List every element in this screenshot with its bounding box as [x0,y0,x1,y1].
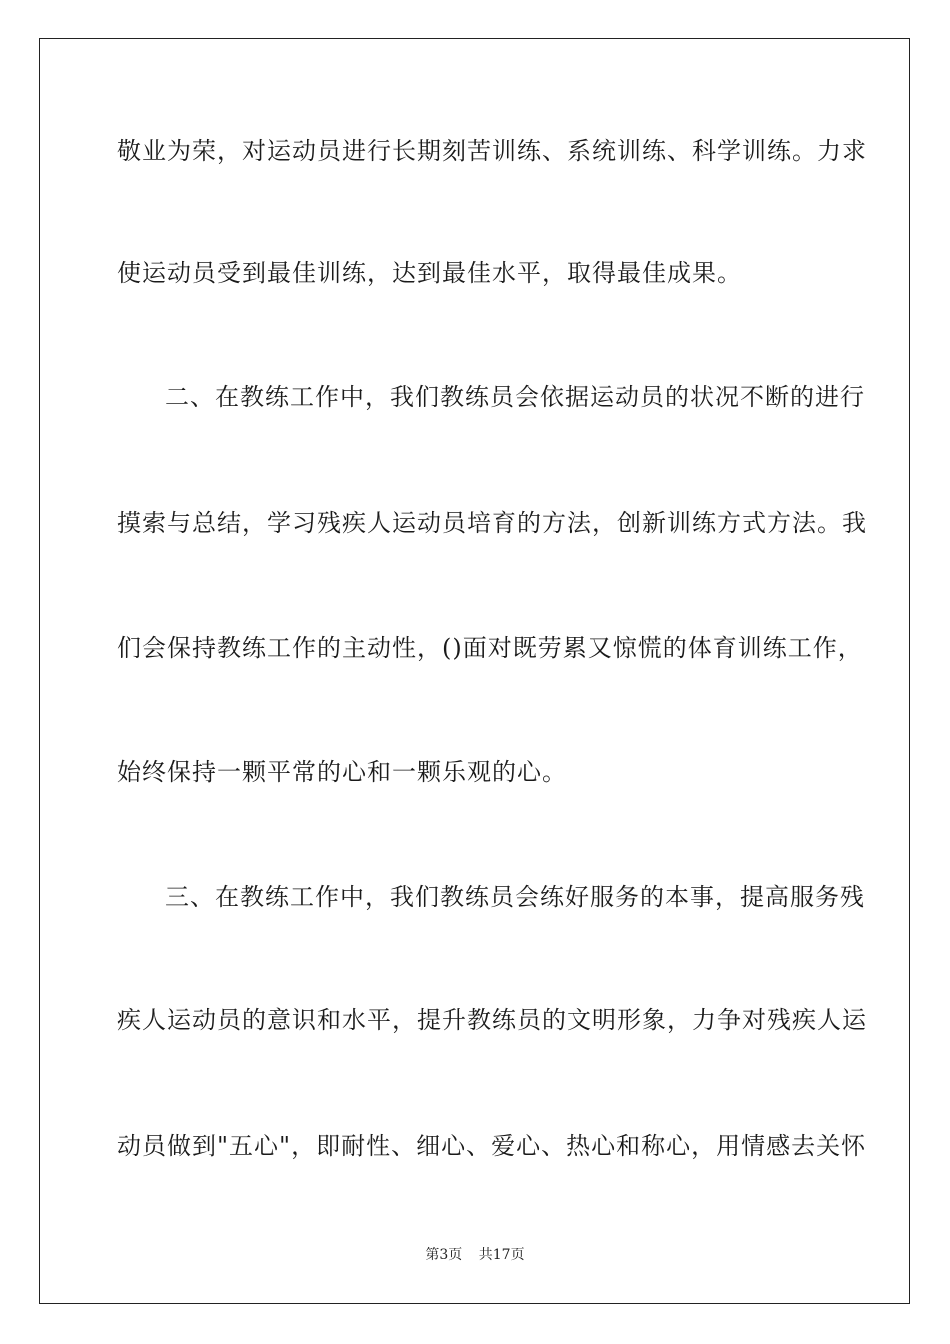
total-pages: 共17页 [478,1247,525,1263]
paragraph-line: 疾人运动员的意识和水平，提升教练员的文明形象，力争对残疾人运 [117,1006,867,1034]
paragraph-line: 使运动员受到最佳训练，达到最佳水平，取得最佳成果。 [117,259,742,287]
paragraph-line: 敬业为荣，对运动员进行长期刻苦训练、系统训练、科学训练。力求 [117,137,867,165]
page-number: 第3页 [425,1247,463,1263]
paragraph-line: 摸索与总结，学习残疾人运动员培育的方法，创新训练方式方法。我 [117,509,867,537]
paragraph-line: 动员做到"五心"，即耐性、细心、爱心、热心和称心，用情感去关怀 [117,1132,867,1160]
page-footer [0,1246,950,1264]
paragraph-line: 始终保持一颗平常的心和一颗乐观的心。 [117,758,567,786]
paragraph-line: 们会保持教练工作的主动性，()面对既劳累又惊慌的体育训练工作， [117,634,863,662]
page-border [39,38,910,1304]
paragraph-line: 三、在教练工作中，我们教练员会练好服务的本事，提高服务残 [165,883,865,911]
paragraph-line: 二、在教练工作中，我们教练员会依据运动员的状况不断的进行 [165,383,865,411]
